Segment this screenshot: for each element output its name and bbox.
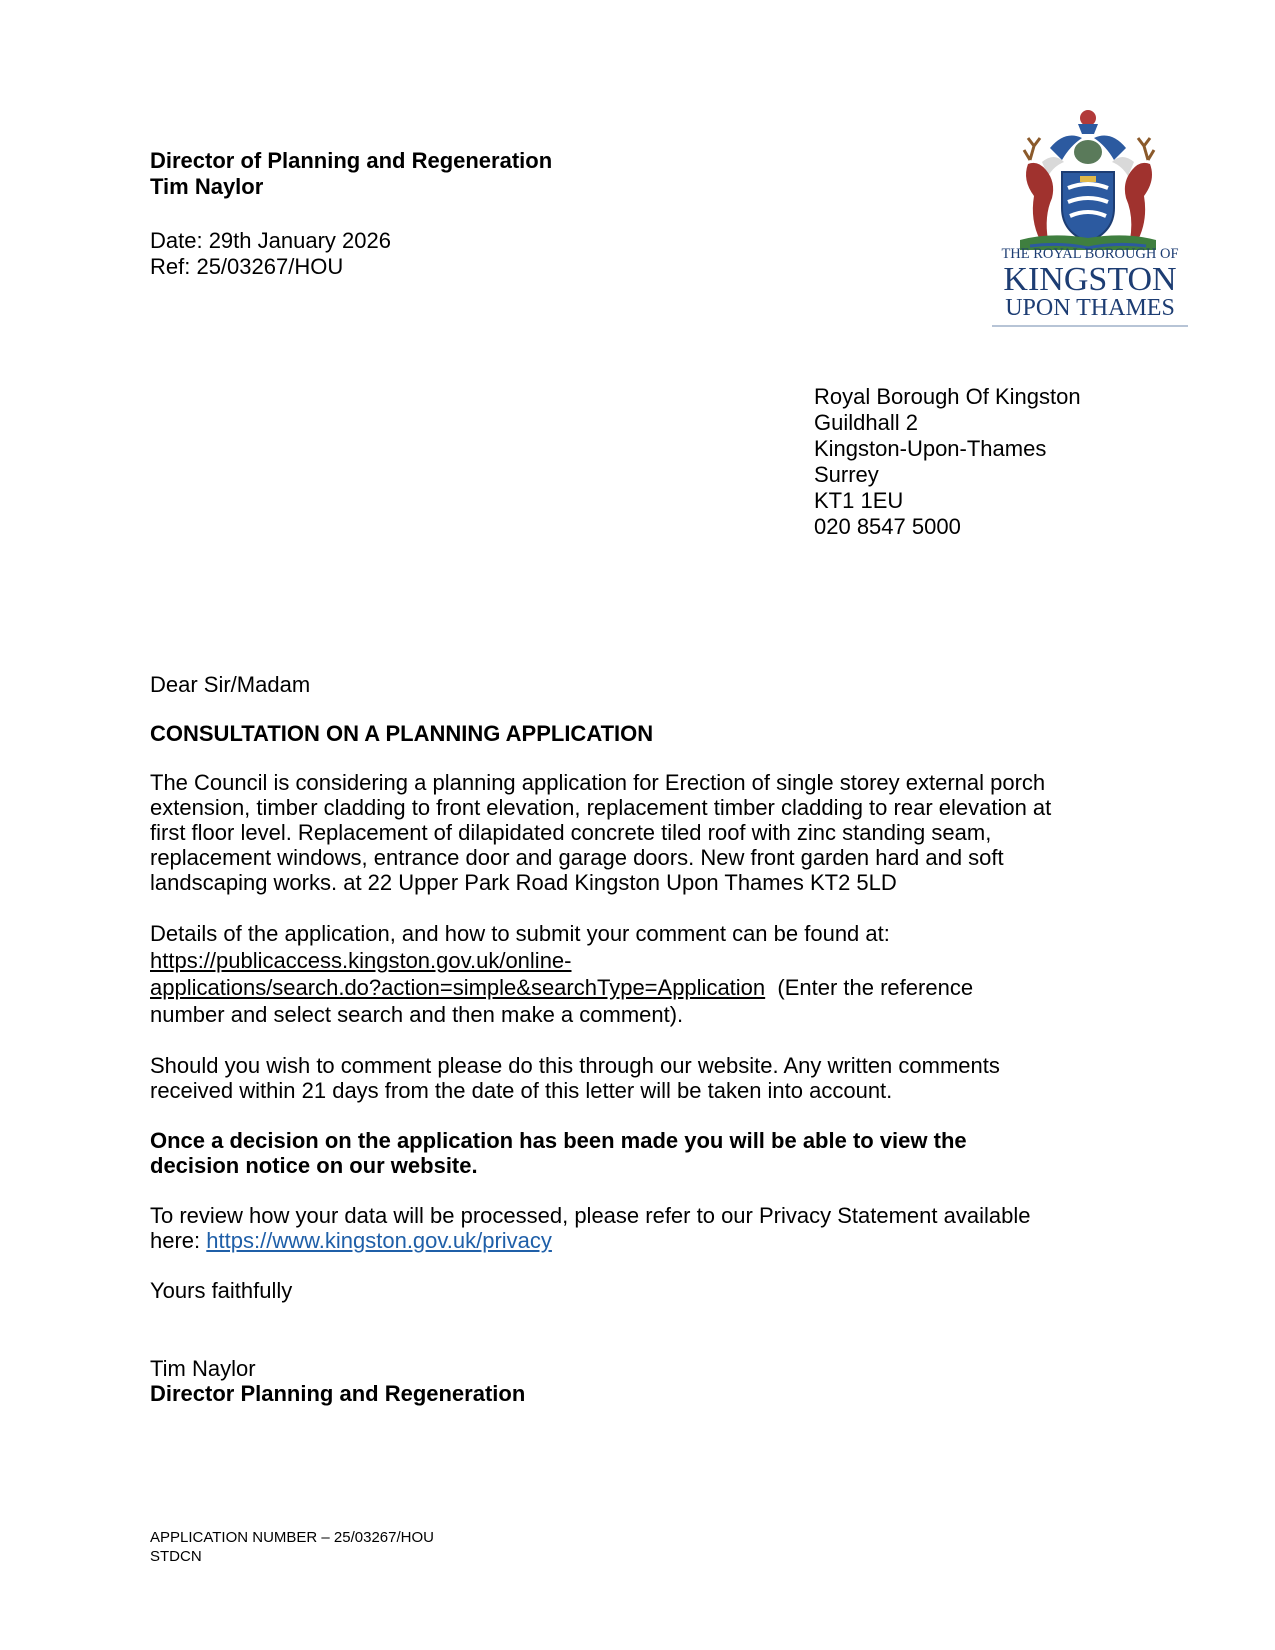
footer-application-number: APPLICATION NUMBER – 25/03267/HOU xyxy=(150,1529,434,1546)
address-line: Royal Borough Of Kingston xyxy=(814,384,1081,409)
signatory-name: Tim Naylor xyxy=(150,1356,256,1381)
paragraph-line: landscaping works. at 22 Upper Park Road Kingston Upon Thames KT2 5LD xyxy=(150,870,897,895)
paragraph-comments xyxy=(150,1053,1140,1103)
letter-body xyxy=(150,672,1140,1406)
paragraph-details xyxy=(150,920,1140,1028)
address-line: Guildhall 2 xyxy=(814,410,918,435)
sender-name: Tim Naylor xyxy=(150,174,264,199)
footer-code: STDCN xyxy=(150,1548,202,1565)
paragraph-line: decision notice on our website. xyxy=(150,1153,478,1178)
paragraph-line: To review how your data will be processed, please refer to our Privacy Statement available xyxy=(150,1203,1031,1228)
public-access-link-part-2[interactable]: applications/search.do?action=simple&searchType=Application xyxy=(150,975,766,1000)
coat-of-arms-icon xyxy=(990,100,1210,345)
letter-footer xyxy=(150,1528,434,1566)
letter-heading: CONSULTATION ON A PLANNING APPLICATION xyxy=(150,721,654,746)
details-instruction-end: number and select search and then make a comment). xyxy=(150,1002,684,1027)
privacy-prefix: here: xyxy=(150,1228,201,1253)
signatory-title: Director Planning and Regeneration xyxy=(150,1381,526,1406)
sender-block xyxy=(150,148,552,200)
paragraph-line: Once a decision on the application has been made you will be able to view the xyxy=(150,1128,967,1153)
paragraph-line: The Council is considering a planning application for Erection of single storey external porch xyxy=(150,770,1046,795)
logo-line-1: THE ROYAL BOROUGH OF xyxy=(1001,246,1179,262)
details-intro: Details of the application, and how to submit your comment can be found at: xyxy=(150,921,890,946)
council-logo xyxy=(990,100,1210,345)
logo-line-2: KINGSTON xyxy=(1003,261,1177,298)
letter-date: Date: 29th January 2026 xyxy=(150,228,391,253)
privacy-link[interactable]: https://www.kingston.gov.uk/privacy xyxy=(206,1228,552,1253)
public-access-link-part-1[interactable]: https://publicaccess.kingston.gov.uk/online- xyxy=(150,948,572,973)
paragraph-line: received within 21 days from the date of this letter will be taken into account. xyxy=(150,1078,893,1103)
paragraph-line: first floor level. Replacement of dilapidated concrete tiled roof with zinc standing seam, xyxy=(150,820,992,845)
paragraph-line: replacement windows, entrance door and garage doors. New front garden hard and soft xyxy=(150,845,1004,870)
address-postcode: KT1 1EU xyxy=(814,488,904,513)
sender-title: Director of Planning and Regeneration xyxy=(150,148,553,173)
address-line: Kingston-Upon-Thames xyxy=(814,436,1047,461)
closing: Yours faithfully xyxy=(150,1278,293,1303)
letter-ref: Ref: 25/03267/HOU xyxy=(150,254,344,279)
details-instruction: (Enter the reference xyxy=(777,975,974,1000)
paragraph-line: extension, timber cladding to front elevation, replacement timber cladding to rear elevation at xyxy=(150,795,1052,820)
paragraph-decision-notice xyxy=(150,1128,1140,1178)
address-phone: 020 8547 5000 xyxy=(814,514,961,539)
paragraph-privacy xyxy=(150,1203,1140,1253)
salutation: Dear Sir/Madam xyxy=(150,672,311,697)
council-address xyxy=(814,384,1081,540)
logo-line-3: UPON THAMES xyxy=(1005,295,1175,321)
letter-meta xyxy=(150,228,391,280)
paragraph-application xyxy=(150,770,1140,895)
paragraph-line: Should you wish to comment please do this through our website. Any written comments xyxy=(150,1053,1000,1078)
address-line: Surrey xyxy=(814,462,879,487)
